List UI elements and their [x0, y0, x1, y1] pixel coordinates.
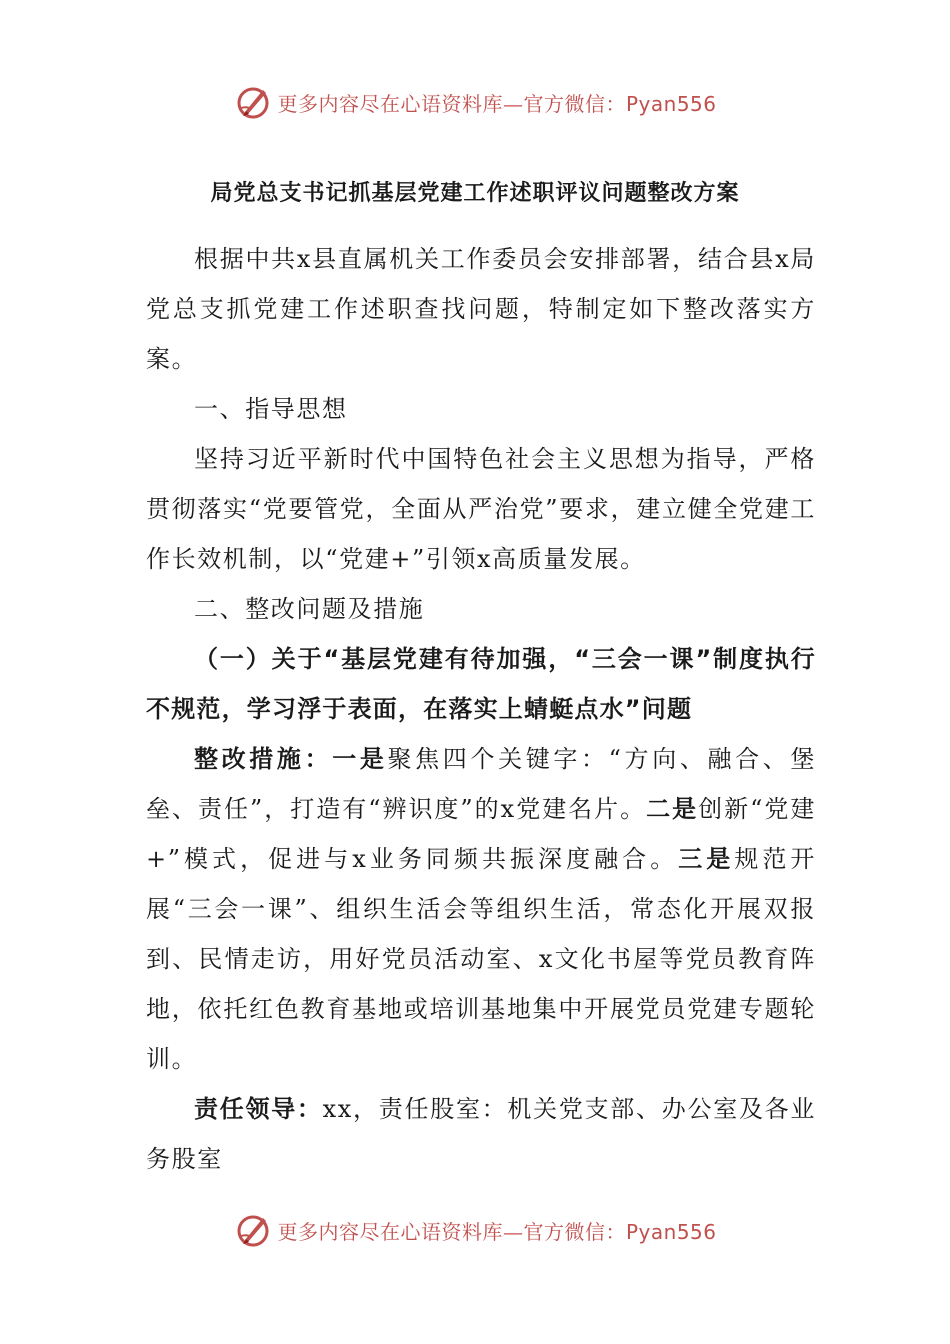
responsible-text: xx，责任股室：机关党支部、办公室及各业务股室: [146, 1095, 816, 1173]
watermark-banner-bottom: [0, 1210, 950, 1250]
intro-paragraph: 根据中共x县直属机关工作委员会安排部署，结合县x局党总支抓党建工作述职查找问题，特制定如下整改落实方案。: [146, 245, 816, 373]
watermark-text: 更多内容尽在心语资料库—官方微信：Pyan556: [277, 91, 717, 116]
measure1-text: 聚焦四个关键字：“方向、融合、堡垒、责任”，打造有“辨识度”的x党建名片。: [146, 745, 817, 823]
measures-paragraph: [146, 734, 816, 1084]
measure2-text: 创新“党建+”模式，促进与x业务同频共振深度融合。: [146, 795, 816, 873]
measure1-label: 一是: [332, 745, 388, 773]
responsible-paragraph: [146, 1084, 816, 1184]
document-body: [146, 234, 816, 1184]
measures-label: 整改措施：: [194, 745, 333, 773]
watermark-banner-top: [0, 82, 950, 122]
measure3-label: 三是: [678, 845, 735, 873]
watermark-text: 更多内容尽在心语资料库—官方微信：Pyan556: [277, 1219, 717, 1244]
issue1-title: （一）关于“基层党建有待加强，“三会一课”制度执行不规范，学习浮于表面，在落实上蜻蜓点水”问题: [146, 645, 816, 723]
measure3-text: 规范开展“三会一课”、组织生活会等组织生活，常态化开展双报到、民情走访，用好党员活动室、x文化书屋等党员教育阵地，依托红色教育基地或培训基地集中开展党员党建专题轮训。: [146, 845, 816, 1073]
section1-paragraph: 坚持习近平新时代中国特色社会主义思想为指导，严格贯彻落实“党要管党，全面从严治党”要求，建立健全党建工作长效机制，以“党建+”引领x高质量发展。: [146, 445, 816, 573]
pen-logo-icon: [233, 1210, 273, 1250]
document-title: 局党总支书记抓基层党建工作述职评议问题整改方案: [210, 181, 740, 206]
responsible-label: 责任领导：: [194, 1095, 323, 1123]
section1-heading: 一、指导思想: [194, 395, 348, 423]
section2-heading: 二、整改问题及措施: [194, 595, 425, 623]
pen-logo-icon: [233, 82, 273, 122]
measure2-label: 二是: [646, 795, 699, 823]
